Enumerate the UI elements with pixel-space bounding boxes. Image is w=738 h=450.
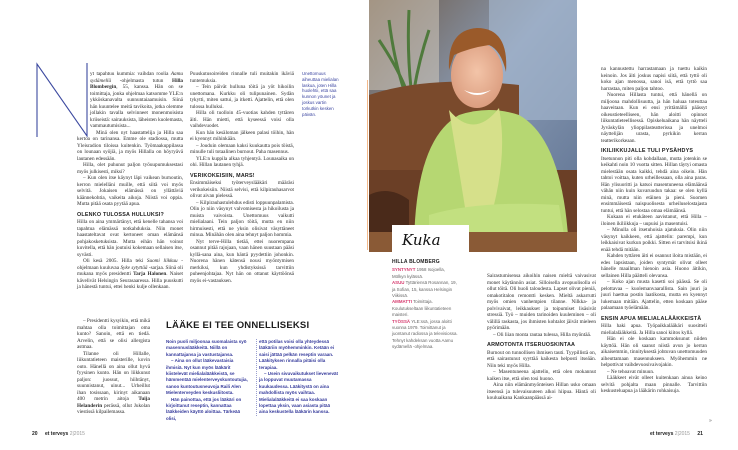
bio-item: ASUU Tyttäriensä Rosannan, 19, ja Sofian, 15, kanssa Helsingin Viikissä.	[392, 280, 457, 299]
continue-arrow-icon: »	[709, 418, 712, 424]
bio-box	[392, 259, 460, 351]
paragraph: yt tapahtuu kummia: vaihdan roolia Aamu sydämellä -ohjelmasta tutun Hilla Blombergin, 55, kanssa. Hän on se toimittaja, jonka ohjelmaa katsomme YLE:n ykköskanavalta sunnuntaiaamuisin. Siinä hän kuuntelee meitä tavikoita, jotka olemme jollakin tavalla selvinneet monenmoisista kriiseistä: sairauksista, läheisten kuolemasta, vammautumisista...	[90, 71, 183, 129]
paragraph: – Usein sivuvaikutukset lievenevät ja loppuvat muutamassa kuukaudessa. Lääkitystä on aina mahdollista myös vaihtaa. Mielialalääkkeitä ei saa koskaan lopettaa yksin, vaan asiasta pitää aina keskustella lääkärin kanssa.	[259, 371, 339, 415]
paragraph: – Tein päivät hulluna töitä ja yöt hikoilin unettomana. Kurkku oli tulipunainen. Sydän tykytti, miten sattui, ja itketti. Ajattelin, että olen tulossa hulluksi.	[190, 84, 294, 110]
question: Hilla, olet puhunut paljon työuupumuksestasi myös julkisesti, miksi?	[77, 162, 183, 175]
paragraph: – Kun olen itse käynyt läpi vaikean burnoutin, kerron mielelläni muille, että siitä voi myös selvitä. Jokaisen elämässä on yllättäviä käännekohtia, vaikeita aikoja. Niistä voi oppia. Mutta pitää osata pyytää apua.	[77, 175, 183, 207]
paragraph: Tilanne oli Hillalle, liikuntatieteen maisterille, kovin outo. Hänellä on aina ollut hyvä fyysinen kunto. Hän on liikkunut paljon: juossut, hiihtänyt, suunnistanut, uinut... Urheillut ihan tosissaan, kirinyt aikanaan 400 metrin aitoja Tuija Helanderin perässä, ollut Jukolan viestissä kilpailemassa.	[77, 350, 150, 415]
paragraph: Ensimmäiseksi työterveyslääkäri määräsi verikokeisiin. Niistä selvisi, että kilpirauhasarvot olivat aivan pielessä.	[190, 180, 294, 199]
right-page	[369, 0, 738, 450]
page-number: 21	[697, 431, 703, 437]
issue-number: 2|2015	[674, 431, 690, 437]
paragraph: Kahden tyttären äiti ei osannut iloita mistään, ei edes lapsistaan, joiden syntymät olivat olleet hänelle maailman hienoin asia. Huono äitikin, sellainen Hilla päätteli olevansa.	[601, 253, 707, 279]
paragraph: – Koko ajan musta kasetti soi päässä. Se oli pelottavaa – kuolemanvaarallista. Sain juuri ja juuri haettua postin laatikosta, mutta en kyennyt lukemaan mitään. Ajattelin, etten koskaan pääse palaamaan työelämään.	[601, 279, 707, 311]
footer-right	[650, 431, 703, 437]
paragraph: Hän painottaa, että jos lääkäri on kirjoittanut reseptin, kannattaa lääkkeiden käyttö aloittaa. Tärkeää olisi,	[166, 396, 242, 421]
page-edge-line	[367, 80, 368, 250]
article-column-2	[190, 71, 294, 284]
box-column-2	[256, 339, 340, 416]
magazine-name: et terveys	[44, 431, 69, 437]
paragraph: Itsetunnon piti olla kohdallaan, mutta jotenkin se keikahti noin 10 vuotta sitten. Hillan täytyi omasta mielestään osata kaikki, tehdä aina oikein. Hän tahtoi voittaa, kuten urheillessaan, olla aina paras. Hän ylisuoritti ja katsoi masentuneena elämäänsä vähän niin kuin kuvaruudun takaa: se olen kyllä minä, mutta niin etäinen ja pieni. Suomen ensimmäisestä naispuolisesta urheiluselostajasta tuntui, että hän selostaa omaa elämäänsä.	[601, 155, 707, 214]
magazine-name: et terveys	[650, 431, 674, 437]
paragraph: – Aina on ollut lääkevastaisia ihmisiä. Nyt kun myös lääkärit kiistelevät mielialalääkkeistä, se hämmentää mielenterveyskuntoutujia, sanoo kuntoutusneuvoja Raili Alen Mielenterveyden keskusliitosta.	[166, 358, 248, 396]
subheading: OLENKO TULOSSA HULLUKSI?	[77, 211, 164, 218]
paragraph: Hän ei ole koskaan kammoksunut niiden käyttöä. Hän oli saanut niistä avun jo kerran aikaisemmin, tinnityksestä johtuvan unettomuuden aiheuttamaan masennukseen. Myöhemmin ne helpottivat vaihdevuosivaivojakin.	[601, 336, 707, 368]
paragraph: – Kilpirauhastulehdus edisti loppuunpalamista. Olin jo niin väsynyt valvomisesta ja hikoilusta ja muista vaivoista. Unettomuus vaikutti mielialaani. Tein paljon töitä, mutta en niin hirmuisesti, että ne yksin olisivat väsyttäneet minua. Minähän olen aina tehnyt paljon hommia.	[190, 199, 294, 238]
paragraph: Minä olen nyt haastattelija ja Hilla saa kertoa on tarinansa. Emme ole stadiossa, mutta Yleisradion tiloissa kuitenkin. Työmaakuppilassa on lounaan syöjiä, ja myös Hillalla on höyryävä lautanen edessään.	[77, 129, 183, 162]
bio-item: TYÖSSÄ YLE:ssä, jossa aloitti vuonna 1979. Toimittanut ja juontanut radiossa ja televisiossa. Tehnyt kahdeksan vuotta Aamu sydämellä -ohjelmaa.	[392, 318, 458, 350]
subheading: ENSIN APUA MIELIALALÄÄKKEISTÄ	[601, 315, 702, 322]
paragraph: Kukaan ei etukäteen aavistanut, että Hilla – iloinen ikiliikkuja – uupuisi ja masentuisi.	[601, 214, 707, 227]
pull-quote: Unettomuus aiheuttaa mielialan laskua, joten Hilla huolehtii, että saa kunnon yöunet ja joskus vartin torkutkin kesken päivän.	[302, 71, 339, 117]
paragraph: Kun hän kesäloman jälkeen palasi töihin, hän ei kyennyt mihinkään.	[190, 129, 294, 142]
issue-number: 2|2015	[69, 431, 85, 437]
paragraph: Sairastumisensa aikoihin naisen mieltä vaivasivat monet käytännön asiat. Silloisella avopuolisolla ei ollut töitä. Oli huoli taloudesta. Lapset olivat pieniä, omakotitalon remontti kesken. Mieltä askarrutti myös omien vanhempien tilanne. Nilkka- ja polvivaivat, leikkaukset ja toipumiset lisäsivät stressiä. Työ – muiden tarinoiden kuuleminen – oli välillä raskasta, jos ihmisten kohtalot jäivät mieleen pyörimään.	[487, 273, 596, 331]
paragraph: Noin puoli miljoonaa suomalaista syö masennuslääkkeitä. Niillä on kannattajansa ja vastustajansa.	[166, 339, 247, 357]
paragraph: – Oli liian monta rautaa tulessa, Hilla myöntää.	[493, 331, 592, 338]
paragraph: – Minulla oli itsetuhoisia ajatuksia. Olin niin väsynyt kaikkeen, että ajattelin: parempi, kun leikkaisivat kurkun poikki. Sitten ei tarvitsisi ikinä enää tehdä mitään.	[601, 227, 707, 253]
paragraph: Hilla haki apua. Työpaikkalääkäri suositteli mielialalääkkeitä. Ja Hilla sanoi kiitos kyllä.	[601, 323, 707, 336]
subheading: VERIKOKEISIIN, MARS!	[190, 172, 255, 179]
paragraph: – Masentuneena ajattelin, että olen mokannut kaiken itse, että olen tosi huono.	[487, 369, 596, 382]
bio-item: AMMATTI Toimittaja. Koulutukseltaan liikuntatieteen maisteri.	[392, 299, 452, 318]
article-column-1-lower	[77, 318, 150, 416]
article-column-4	[601, 66, 707, 395]
paragraph: Burnout on tunnollisen ihmisen tauti. Tyypillistä on, että sairastunut syyttää kaikesta helposti itseään. Niin teki myös Hilla.	[487, 349, 596, 369]
page-number: 20	[32, 431, 38, 437]
paragraph: Oli kesä 2005. Hilla teki Suomi liikkuu -ohjelmaan kuuluvaa Syke sytyttää -sarjaa. Siinä oli mukana myös presidentti Tarja Halonen. Naiset kävelivät Helsingin Seurasaaressa. Hilla puuskutti ja hänestä tuntui, ettei henki kulje ollenkaan.	[77, 258, 184, 290]
box-title: LÄÄKE EI TEE ONNELLISEKSI	[166, 320, 310, 331]
footer-left	[32, 431, 85, 437]
article-column-1	[77, 71, 183, 291]
subheading: ARMOTONTA ITSERUOSKINTAA	[487, 342, 576, 348]
paragraph: Hilla on aina ymmärtänyt, että kenelle tahansa voi tapahtua elämässä notkahduksia. Niin monet haastateltavat ovat kertoneet oman elämänsä pohjakosketuksista. Mutta eihän hän voinut kuvitella, että hän joutuisi kokemaan sellaisen itse, syvästi.	[77, 219, 183, 258]
paragraph: na kannustettu harrastamaan ja tuettu kaikin keinoin. Jos äiti joskus napisi siitä, että tyttö oli koko ajan menossa, sanoi isä, että tyttö saa harrastaa, miten paljon tahtoo.	[601, 66, 707, 92]
bio-name: HILLA BLOMBERG	[392, 259, 440, 265]
paragraph: – Presidentti kysyikin, että mikä mahtaa olla toimittajan oma kunto? Sanoin, että en tiedä. Arvelin, että se olisi allergista astmaa.	[77, 318, 150, 350]
kuka-title: Kuka	[402, 231, 441, 249]
kuka-label-box	[392, 225, 469, 253]
box-column-1	[166, 339, 250, 422]
paragraph: että potilas voisi olla yhteydessä lääkäriin myöhemminkin. Ketään ei saisi jättää pelkän reseptin varaan. Lääkityksen rinnalla pitäisi olla terapiaa.	[259, 339, 335, 370]
paragraph: – Ne tehoavat minuun.	[607, 368, 655, 375]
paragraph: Nuorena Hillasta tuntui, että hänellä on miljoona mahdollisuutta, ja hän haluaa toteuttaa haaveitaan. Kun ei ensi yrittämällä päässyt oikeustieteelliseen, hän aloitti opinnot liikuntatieteellisessä. Opiskeluaikana hän näytteli Jyväskylän ylioppilasteatterissa ja unelmoi näyttelijän urasta, pyrkikin kerran teatterikorkeaan.	[601, 92, 707, 144]
portrait-photo	[369, 0, 577, 252]
subheading: IKILIIKKUJALLE TULI PYSÄHDYS	[601, 148, 694, 154]
paragraph: Aina niin elämänmyönteisen Hillan usko omaan itseensä ja tulevaisuuteen alkoi hiipua. Häntä oli kouluaikana Kankaanpäässä ai-	[487, 382, 596, 401]
article-column-3	[487, 273, 596, 402]
paragraph: Nyt terve-Hilla tietää, ettei nuorempana osannut pitää rajojaan, vaan hänen suustaan pääsi kyllä-sana aina, kun häntä pyydettiin johonkin. Nuorena hänen kätensä nousi myöntymisen merkiksi, kun yhdistyksissä tarvittiin puheenjohtajaa. Nyt hän on ottanut käyttöönsä myös ei-vastauksen.	[190, 238, 294, 284]
paragraph: Puuskutusoireiden rinnalle tuli muitakin ikäviä tuntemuksia.	[190, 71, 294, 84]
paragraph: Lääkkeet eivät olleet kuitenkaan ainoa keino selvitä pohjalta maan pinnalle. Tarvittiin keskusteluapua ja lääkärin rohkaisuja.	[601, 375, 707, 394]
paragraph: YLE:n kuppila alkaa tyhjentyä. Lounasaika on ohi. Hillan lautanen tyhjä.	[190, 155, 294, 168]
bio-item: SYNTYNYT 1958 Isojoella, Mölkyn kylässä.	[392, 267, 445, 279]
paragraph: – Jouduin olemaan kaksi kuukautta pois töistä, minulle tuli totaalinen burnout. Paha masennus.	[190, 142, 294, 155]
paragraph: Hilla oli tuolloin 45-vuotias kahden tyttären äiti. Hän mietti, että kyseessä voisi olla vaihdevuodet.	[190, 110, 294, 129]
